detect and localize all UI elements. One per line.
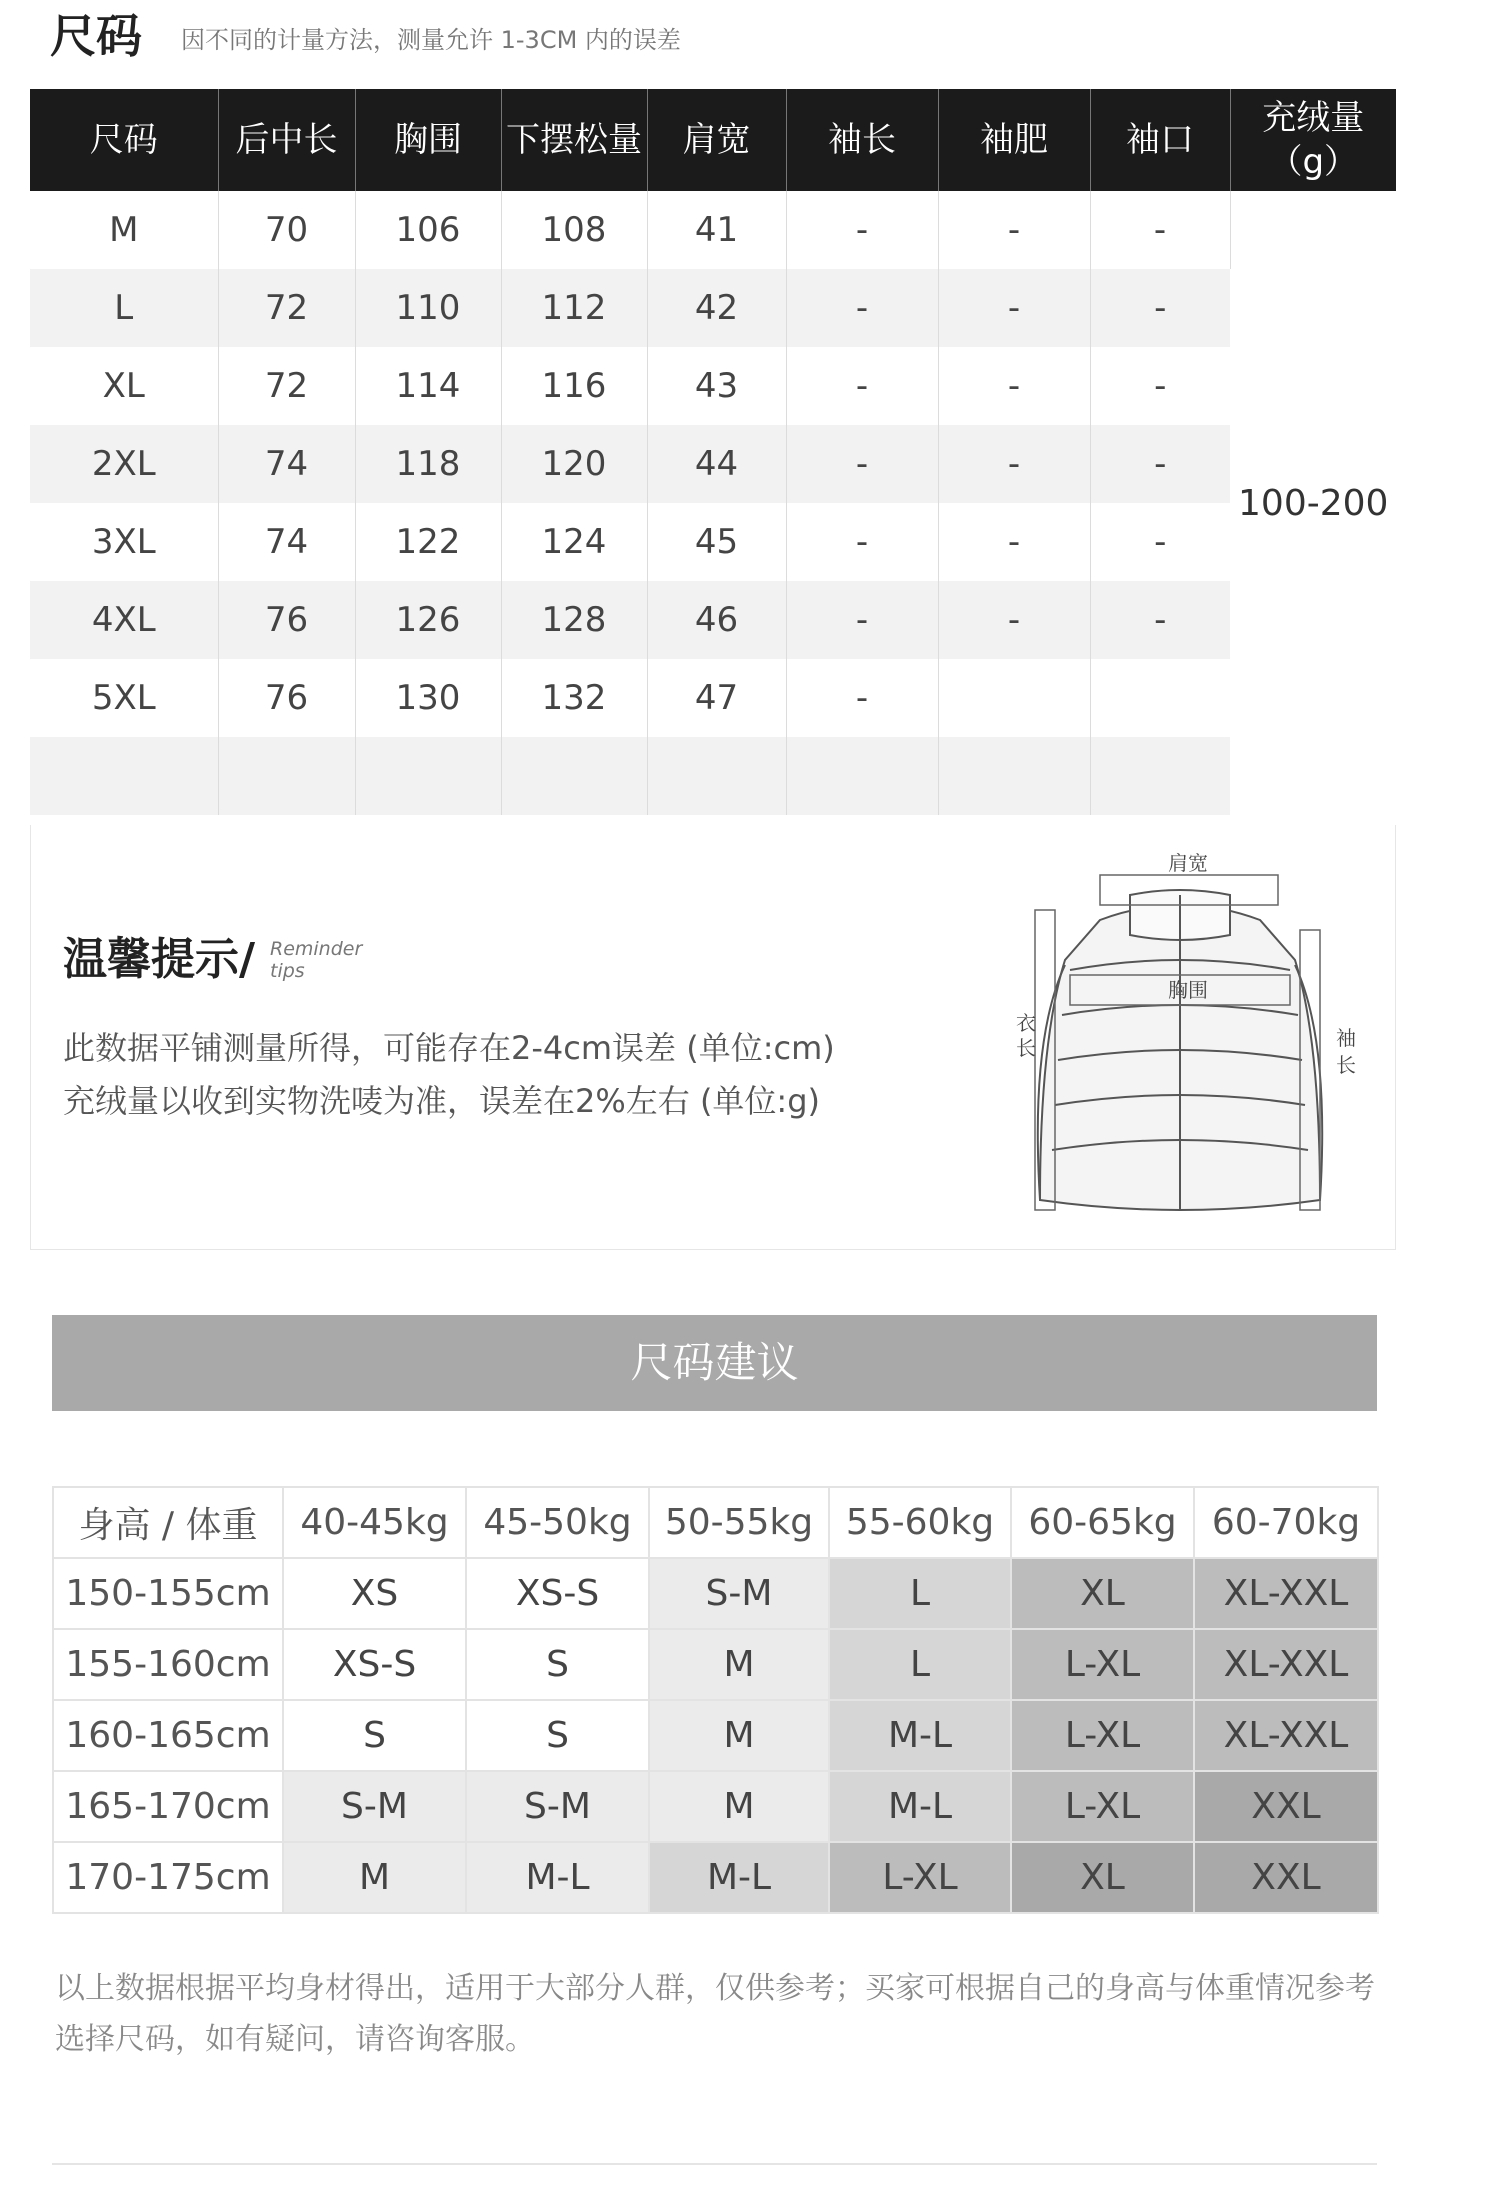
measurement-cell: 106 <box>355 191 501 269</box>
weight-range-header: 50-55kg <box>649 1487 829 1558</box>
bottom-divider <box>52 2163 1377 2165</box>
measurement-cell <box>1090 659 1230 737</box>
suggested-size-cell: XS <box>283 1558 466 1629</box>
col-header-hem: 下摆松量 <box>501 89 647 191</box>
measurement-cell: - <box>786 425 938 503</box>
table-row <box>30 191 1396 269</box>
table-row <box>53 1700 1378 1771</box>
table-row <box>53 1842 1378 1913</box>
suggested-size-cell: XL <box>1011 1558 1194 1629</box>
suggestion-banner-title: 尺码建议 <box>630 1338 799 1387</box>
suggested-size-cell: XS-S <box>466 1558 649 1629</box>
size-cell <box>30 737 218 815</box>
measurement-cell <box>647 737 786 815</box>
measurement-cell: 116 <box>501 347 647 425</box>
suggestion-footnote: 以上数据根据平均身材得出，适用于大部分人群，仅供参考；买家可根据自己的身高与体重情况参考选择尺码，如有疑问，请咨询客服。 <box>55 1971 1375 2057</box>
col-header-back-length: 后中长 <box>218 89 355 191</box>
height-range-cell: 155-160cm <box>53 1629 283 1700</box>
suggested-size-cell: M <box>283 1842 466 1913</box>
suggested-size-cell: S-M <box>466 1771 649 1842</box>
size-cell: L <box>30 269 218 347</box>
reminder-en-label <box>270 938 362 982</box>
suggested-size-cell: S-M <box>283 1771 466 1842</box>
measurement-cell: 122 <box>355 503 501 581</box>
size-cell: XL <box>30 347 218 425</box>
measurement-cell: 132 <box>501 659 647 737</box>
col-header-shoulder: 肩宽 <box>647 89 786 191</box>
measurement-cell: - <box>938 191 1090 269</box>
measurement-cell: 108 <box>501 191 647 269</box>
table-row <box>30 425 1396 503</box>
suggested-size-cell: XL-XXL <box>1194 1700 1378 1771</box>
measurement-cell: 45 <box>647 503 786 581</box>
suggested-size-cell: S <box>466 1700 649 1771</box>
weight-range-header: 45-50kg <box>466 1487 649 1558</box>
measurement-cell: - <box>1090 425 1230 503</box>
suggested-size-cell: XXL <box>1194 1842 1378 1913</box>
measurement-cell: 42 <box>647 269 786 347</box>
table-row <box>30 659 1396 737</box>
col-header-chest: 胸围 <box>355 89 501 191</box>
size-table-header <box>30 89 1396 191</box>
height-range-cell: 170-175cm <box>53 1842 283 1913</box>
table-row <box>30 581 1396 659</box>
measurement-cell: 110 <box>355 269 501 347</box>
measurement-cell: - <box>1090 347 1230 425</box>
height-range-cell: 150-155cm <box>53 1558 283 1629</box>
label-length-bottom: 长 <box>1016 1038 1036 1060</box>
suggested-size-cell: M-L <box>466 1842 649 1913</box>
measurement-cell <box>501 737 647 815</box>
measurement-cell: 112 <box>501 269 647 347</box>
suggested-size-cell: M <box>649 1629 829 1700</box>
measurement-cell: - <box>786 503 938 581</box>
measurement-cell: - <box>938 425 1090 503</box>
label-length-top: 衣 <box>1016 1013 1036 1035</box>
reminder-en-line1: Reminder <box>270 938 363 960</box>
suggested-size-cell: L-XL <box>1011 1700 1194 1771</box>
measurement-cell: 130 <box>355 659 501 737</box>
measurement-cell: - <box>786 659 938 737</box>
reminder-text-measure: 此数据平铺测量所得，可能存在2-4cm误差 (单位:cm) <box>63 1029 835 1067</box>
table-row <box>30 503 1396 581</box>
measurement-cell: 47 <box>647 659 786 737</box>
weight-range-header: 40-45kg <box>283 1487 466 1558</box>
measurement-cell: 74 <box>218 425 355 503</box>
measurement-cell: - <box>786 347 938 425</box>
suggested-size-cell: XXL <box>1194 1771 1378 1842</box>
measurement-cell: - <box>1090 581 1230 659</box>
col-header-size: 尺码 <box>30 89 218 191</box>
measurement-cell: - <box>938 503 1090 581</box>
suggested-size-cell: L <box>829 1629 1011 1700</box>
suggested-size-cell: M-L <box>829 1700 1011 1771</box>
measurement-cell: 126 <box>355 581 501 659</box>
suggested-size-cell: L-XL <box>1011 1629 1194 1700</box>
size-cell: 3XL <box>30 503 218 581</box>
col-header-sleeve-length: 袖长 <box>786 89 938 191</box>
measurement-cell: 41 <box>647 191 786 269</box>
measurement-cell: 76 <box>218 659 355 737</box>
measurement-note: 因不同的计量方法，测量允许 1-3CM 内的误差 <box>181 26 681 54</box>
size-cell: 2XL <box>30 425 218 503</box>
measurement-cell: - <box>786 581 938 659</box>
measurement-cell: - <box>786 269 938 347</box>
suggested-size-cell: XS-S <box>283 1629 466 1700</box>
measurement-cell <box>786 737 938 815</box>
suggested-size-cell: L-XL <box>1011 1771 1194 1842</box>
measurement-cell <box>218 737 355 815</box>
measurement-cell: - <box>938 581 1090 659</box>
suggested-size-cell: XL-XXL <box>1194 1629 1378 1700</box>
suggested-size-cell: L-XL <box>829 1842 1011 1913</box>
measurement-cell: 74 <box>218 503 355 581</box>
weight-range-header: 55-60kg <box>829 1487 1011 1558</box>
suggested-size-cell: M <box>649 1771 829 1842</box>
col-header-down-fill <box>1230 89 1396 191</box>
measurement-cell: 70 <box>218 191 355 269</box>
label-chest: 胸围 <box>1168 980 1208 1002</box>
measurement-cell: 72 <box>218 347 355 425</box>
table-row <box>30 737 1396 815</box>
measurement-cell: 72 <box>218 269 355 347</box>
measurement-cell: 43 <box>647 347 786 425</box>
measurement-cell: 114 <box>355 347 501 425</box>
label-shoulder: 肩宽 <box>1168 853 1208 875</box>
size-cell: M <box>30 191 218 269</box>
size-suggestion-table <box>52 1486 1379 1914</box>
suggested-size-cell: M-L <box>649 1842 829 1913</box>
table-row <box>30 347 1396 425</box>
measurement-cell: 76 <box>218 581 355 659</box>
down-fill-label: 充绒量 <box>1262 98 1365 138</box>
table-row <box>30 269 1396 347</box>
down-fill-unit: （g） <box>1268 142 1359 182</box>
reminder-title: 温馨提示/ <box>63 934 256 985</box>
height-range-cell: 165-170cm <box>53 1771 283 1842</box>
suggested-size-cell: M <box>649 1700 829 1771</box>
measurement-cell: - <box>1090 503 1230 581</box>
measurement-cell: 124 <box>501 503 647 581</box>
suggested-size-cell: M-L <box>829 1771 1011 1842</box>
measurement-cell <box>1090 737 1230 815</box>
measurement-cell: - <box>938 347 1090 425</box>
suggested-size-cell: S <box>466 1629 649 1700</box>
reminder-en-line2: tips <box>270 960 305 982</box>
label-sleeve-bottom: 长 <box>1336 1055 1356 1077</box>
size-cell: 5XL <box>30 659 218 737</box>
page-title: 尺码 <box>50 9 142 63</box>
table-row <box>53 1558 1378 1629</box>
table-row <box>53 1771 1378 1842</box>
reminder-text-fill: 充绒量以收到实物洗唛为准，误差在2%左右 (单位:g) <box>63 1082 821 1120</box>
measurement-cell: 46 <box>647 581 786 659</box>
table-row <box>53 1629 1378 1700</box>
weight-range-header: 60-70kg <box>1194 1487 1378 1558</box>
suggested-size-cell: L <box>829 1558 1011 1629</box>
suggested-size-cell: S <box>283 1700 466 1771</box>
measurement-cell: - <box>786 191 938 269</box>
col-header-cuff: 袖口 <box>1090 89 1230 191</box>
size-cell: 4XL <box>30 581 218 659</box>
measurement-cell <box>938 737 1090 815</box>
measurement-cell <box>355 737 501 815</box>
down-fill-value: 100-200 <box>1230 191 1396 815</box>
measurement-cell: 128 <box>501 581 647 659</box>
suggested-size-cell: XL-XXL <box>1194 1558 1378 1629</box>
measurement-cell <box>938 659 1090 737</box>
suggestion-header-row <box>53 1487 1378 1558</box>
measurement-cell: 44 <box>647 425 786 503</box>
measurement-cell: - <box>1090 269 1230 347</box>
measurement-cell: - <box>938 269 1090 347</box>
height-range-cell: 160-165cm <box>53 1700 283 1771</box>
suggested-size-cell: S-M <box>649 1558 829 1629</box>
measurement-cell: - <box>1090 191 1230 269</box>
measurement-cell: 120 <box>501 425 647 503</box>
label-sleeve-top: 袖 <box>1336 1028 1356 1050</box>
col-header-sleeve-width: 袖肥 <box>938 89 1090 191</box>
measurement-cell: 118 <box>355 425 501 503</box>
size-table <box>30 89 1396 815</box>
jacket-measurement-diagram <box>1000 840 1360 1230</box>
weight-range-header: 60-65kg <box>1011 1487 1194 1558</box>
height-weight-header: 身高 / 体重 <box>53 1487 283 1558</box>
suggested-size-cell: XL <box>1011 1842 1194 1913</box>
